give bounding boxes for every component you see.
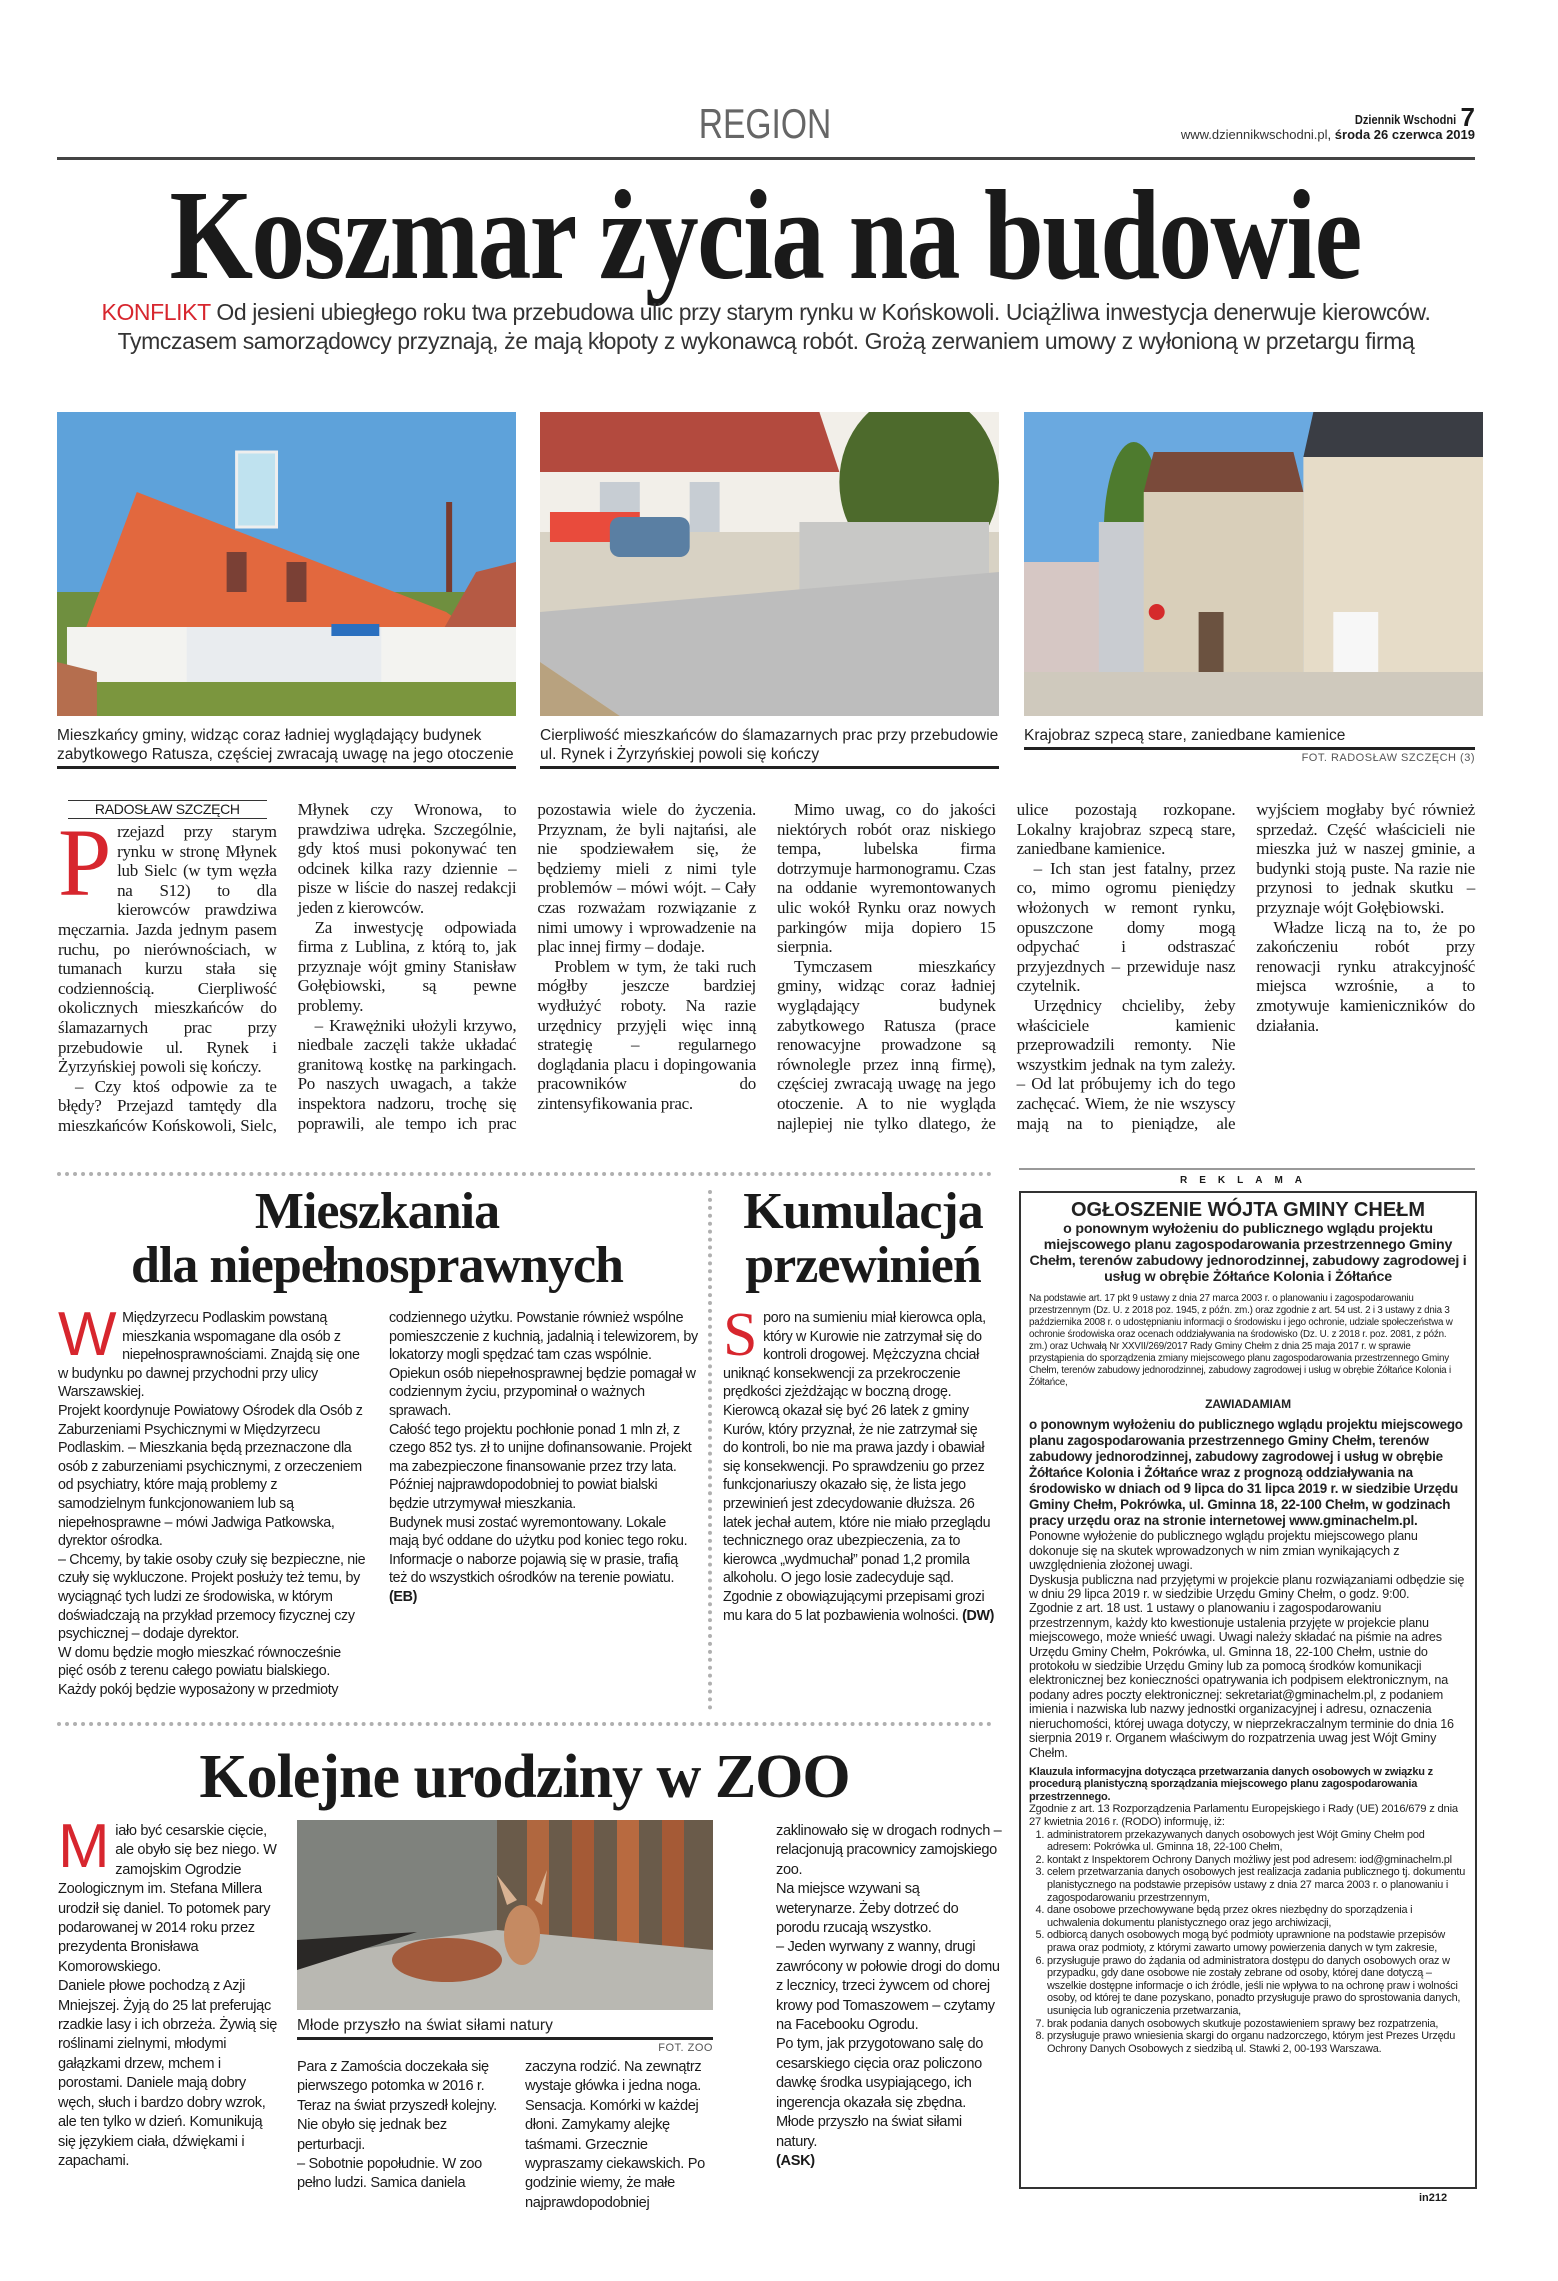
paragraph	[58, 1300, 367, 1402]
paragraph-text: Kierowcą okazał się być 26 latek z gminy Kurów, który przyznał, że nie zatrzymał się do kontroli, bo nie ma prawa jazdy i obawiał się konsekwencji. Po sprawdzeniu go przez funkcjonariuszy okazało się, że lista jego przewinień jest zdecydowanie dłuższa. 26 latek jechał autem, które nie miało przeglądu technicznego oraz ubezpieczenia, za to kierowca „wydmuchał” ponad 1,2 promila alkoholu. O jego losie zadecyduje sąd. Zgodnie z obowiązującymi przepisami grozi mu kara do 5 lat pozbawienia wolności.	[723, 1402, 991, 1624]
paragraph	[58, 1812, 280, 1977]
headline-line: przewinień	[745, 1237, 981, 1294]
section-label: REGION	[698, 100, 832, 147]
lead-text: Od jesieni ubiegłego roku twa przebudowa ulic przy starym rynku w Końskowoli. Uciążliwa inwestycja denerwuje kierowców. Tymczasem samorządowcy przyznają, że mają kłopoty z wykonawcą robót. Grożą zerwaniem umowy z wyłonioną w przetargu firmą	[117, 299, 1431, 354]
paragraph: zaczyna rodzić. Na zewnątrz wystaje główka i jedna noga. Sensacja. Komórki w każdej dłoni. Zamykamy alejkę taśmami. Grzecznie wypraszamy ciekawskich. Po godzinie wiemy, że małe najprawdopodobniej	[525, 2059, 705, 2211]
column-divider	[708, 1190, 712, 1710]
ad-clause-list	[1029, 1829, 1467, 2056]
paragraph: Projekt koordynuje Powiatowy Ośrodek dla Osób z Zaburzeniami Psychicznymi w Międzyrzecu Podlaskim. – Mieszkania będą przeznaczone dla osób z zaburzeniami psychicznymi, z orzeczeniem od psychiatry, które mają problemy z samodzielnym funkcjonowaniem lub są niepełnosprawne – mówi Jadwiga Patkowska, dyrektor ośrodka.	[58, 1402, 363, 1550]
ad-top-rule	[1019, 1168, 1475, 1170]
list-item: 1. administratorem przekazywanych danych osobowych jest Wójt Gminy Chełm pod adresem: Pokrówka ul. Gminna 18, 22-100 Chełm,	[1047, 1829, 1467, 1854]
paragraph: Problem w tym, że taki ruch mógłby jeszcze bardziej wydłużyć roboty. Na razie urzędnicy przyjęli więc inną strategię – regularnego doglądania placu i dopingowania pracowników do zintensyfikowania prac.	[537, 956, 756, 1113]
paragraph: Całość tego projektu pochłonie ponad 1 mln zł, z czego 852 tys. zł to unijne dofinansowanie. Projekt ma zabezpieczone finansowanie przez trzy lata. Później najprawdopodobniej to powiat bialski będzie utrzymywał mieszkania.	[389, 1421, 692, 1512]
list-item: 3. celem przetwarzania danych osobowych jest realizacja zadania publicznego tj. dokumentu planistycznego na podstawie przepisów ustawy z dnia 27 marca 2003 r. o planowaniu i zagospodarowaniu przestrzennym,	[1047, 1866, 1467, 1904]
ad-code: in212	[1419, 2192, 1448, 2204]
paper-name: Dziennik Wschodni	[1355, 112, 1457, 127]
byline: RADOSŁAW SZCZĘCH	[68, 800, 267, 819]
paragraph: – Jeden wyrwany z wanny, drugi zawrócony w połowie drogi do domu z lecznicy, trzeci żywcem od chorej krowy pod Tomaszowem – czytamy na Facebooku Ogrodu.	[776, 1939, 1000, 2034]
offenses-article-body	[723, 1309, 995, 1709]
signature: (ASK)	[776, 2152, 815, 2169]
paragraph: Mimo uwag, co do jakości niektórych robót oraz niskiego tempa, lubelska firma dotrzymuje harmonogramu. Czas na oddanie wyremontowanych ulic wokół Rynku oraz nowych parkingów mija dopiero 15 sierpnia.	[776, 800, 996, 957]
headline-line: dla niepełnosprawnych	[131, 1237, 623, 1294]
paragraph: Dyskusja publiczna nad przyjętymi w projekcie planu rozwiązaniami odbędzie się w dniu 29 lipca 2019 r. w siedzibie Urzędu Gminy Chełm, o godz. 9:00.	[1029, 1572, 1465, 1602]
paragraph: – Sobotnie popołudnie. W zoo pełno ludzi. Samica daniela	[297, 2156, 482, 2192]
ad-clause-title: Klauzula informacyjna dotycząca przetwarzania danych osobowych w związku z procedurą planistyczną sporządzania miejscowego planu zagospodarowania przestrzennego.	[1029, 1765, 1433, 1803]
zoo-article-col4	[776, 1822, 1002, 2171]
list-item: 6. przysługuje prawo do żądania od administratora dostępu do danych osobowych oraz w przypadku, gdy dane osobowe nie zostały zebrane od osoby, której dane dotyczą – wszelkie dostępne informacje o ich źródle, jeśli nie wpływa to na ochronę praw i wolności osoby, od której te dane pozyskano, ponadto przysługuje prawo do sprostowania danych, usunięcia lub ograniczenia przetwarzania,	[1047, 1955, 1467, 2018]
photo-caption: Mieszkańcy gminy, widząc coraz ładniej wyglądający budynek zabytkowego Ratusza, częściej zwracają uwagę na jego otoczenie	[57, 726, 516, 769]
ad-bold-notice: o ponownym wyłożeniu do publicznego wglądu projektu miejscowego planu zagospodarowania przestrzennego Gminy Chełm, terenów zabudowy jednorodzinnej, zabudowy zagrodowej i usług w obrębie Żółtańce Kolonia i Żółtańce wraz z prognozą oddziaływania na środowisko w dniach od 9 lipca do 31 lipca 2019 r. w siedzibie Urzędu Gminy Chełm, Pokrówka, ul. Gminna 18, 22-100 Chełm, w godzinach pracy urzędu oraz na stronie internetowej www.gminachelm.pl.	[1029, 1417, 1463, 1529]
ad-legal-basis: Na podstawie art. 17 pkt 9 ustawy z dnia 27 marca 2003 r. o planowaniu i zagospodarowaniu przestrzennym (Dz. U. z 2018 poz. 1945, z późn. zm.) oraz zgodnie z art. 54 ust. 2 i 3 ustawy z dnia 3 października 2008 r. o udostępnianiu informacji o środowisku i jego ochronie, udziale społeczeństwa w ochronie środowiska oraz ocenach oddziaływania na środowisko (Dz. U. z 2018 r. poz. 2081, z późn. zm.) oraz Uchwałą Nr XXVII/269/2017 Rady Gminy Chełm z dnia 25 maja 2017 r. w sprawie przystąpienia do sporządzenia zmiany miejscowego planu zagospodarowania przestrzennego Gminy Chełm, terenów zabudowy jednorodzinnej, zabudowy zagrodowej i usług w obrębie Żółtańce Kolonia i Żółtańce,	[1029, 1293, 1453, 1388]
zoo-article-col2	[297, 2058, 497, 2194]
section-divider	[57, 1172, 992, 1176]
paragraph: Daniele płowe pochodzą z Azji Mniejszej. Żyją do 25 lat preferując rzadkie lasy i ich obrzeża. Żywią się roślinami zielnymi, młodymi gałązkami drzew, mchem i porostami. Daniele mają dobry węch, słuch i bardzo dobry wzrok, ale ten tylko w dzień. Komunikują się językiem ciała, dźwiękami i zapachami.	[58, 1978, 278, 2169]
paragraph: Zgodnie z art. 18 ust. 1 ustawy o planowaniu i zagospodarowaniu przestrzennym, każdy kto kwestionuje ustalenia przyjęte w projekcie planu miejscowego, może wnieść uwagi. Uwagi należy składać na piśmie na adres Urzędu Gminy Chełm, Pokrówka, ul. Gminna 18, 22-100 Chełm, ustnie do protokołu w siedzibie Urzędu Gminy lub za pomocą środków komunikacji elektronicznej bez konieczności opatrywania ich podpisem elektronicznym, na podany adres poczty elektronicznej: sekretariat@gminachelm.pl, z podaniem imienia i nazwiska lub nazwy jednostki organizacyjnej i adresu, oznaczenia nieruchomości, której uwaga dotyczy, w nieprzekraczalnym terminie do dnia 16 sierpnia 2019 r. Organem właściwym do rozpatrzenia uwag jest Wójt Gminy Chełm.	[1029, 1601, 1454, 1760]
drop-cap: P	[58, 809, 112, 916]
headline-line: Kumulacja	[743, 1183, 983, 1240]
housing-headline	[57, 1185, 697, 1293]
paragraph: Urzędnicy chcieliby, żeby właściciele kamienic przeprowadzili remonty. Nie wszystkim jednak na tym zależy. – Od lat próbujemy ich do tego zachęcać. Wiem, że nie wszyscy mają na to pieniądze, ale wyjściem mogłaby być również sprzedaż. Część właścicieli nie mieszka już w naszej gminie, a budynki stoją puste. Na razie nie przynosi to jednak skutku – przyznaje wójt Gołębiowski.	[1016, 800, 1475, 1133]
zoo-article-col3	[525, 2058, 720, 2213]
paragraph: Za inwestycję odpowiada firma z Lublina, z którą to, jak przyznaje wójt gminy Stanisław Gołębiowski, są pewne problemy.	[297, 917, 517, 1015]
photo-paving-works	[540, 412, 999, 716]
paragraph: Para z Zamościa doczekała się pierwszego potomka w 2016 r. Teraz na świat przyszedł kolejny. Nie obyło się jednak bez perturbacji.	[297, 2059, 497, 2153]
ad-announce: ZAWIADAMIAM	[1205, 1397, 1291, 1411]
photo-caption: Młode przyszło na świat siłami natury	[297, 2016, 713, 2040]
website-link[interactable]: www.dziennikwschodni.pl	[1180, 127, 1328, 142]
paragraph: Budynek musi zostać wyremontowany. Lokale mają być oddane do użytku pod koniec tego roku. Informacje o naborze pojawią się w prasie, trafią też do wszystkich ośrodków na terenie powiatu.	[389, 1514, 688, 1587]
main-headline	[0, 164, 1530, 306]
paragraph: Ponowne wyłożenie do publicznego wglądu projektu miejscowego planu dokonuje się na skutek wprowadzonych w nim zmian wynikających z uwzględnienia złożonej uwagi.	[1029, 1529, 1418, 1573]
page-number: 7	[1460, 102, 1475, 132]
paragraph: W domu będzie mogło mieszkać równocześnie pięć osób z terenu całego powiatu bialskiego. Każdy pokój będzie wyposażony w przedmioty codziennego użytku. Powstanie również wspólne pomieszczenie z kuchnią, jadalnią i telewizorem, by lokatorzy mogli spędzać tam czas wspólnie. Opiekun osób niepełnosprawnej będzie pomagał w codziennym życiu, przypominał o ważnych sprawach.	[58, 1310, 698, 1698]
paragraph	[723, 1402, 995, 1625]
drop-cap: S	[723, 1309, 758, 1369]
list-item: 8. przysługuje prawo wniesienia skargi do organu nadzorczego, którym jest Prezes Urzędu Ochrony Danych Osobowych z siedzibą ul. Stawki 2, 00-193 Warszawa.	[1047, 2030, 1467, 2055]
list-item: 2. kontakt z Inspektorem Ochrony Danych możliwy jest pod adresem: iod@gminachelm.pl	[1047, 1854, 1467, 1867]
photo-fawn	[297, 1820, 713, 2010]
offenses-headline	[728, 1185, 998, 1293]
lead-paragraph	[57, 298, 1475, 356]
paragraph: Po tym, jak przygotowano salę do cesarskiego cięcia oraz policzono dawkę środka usypiającego, ich ingerencja okazała się zbędna. Młode przyszło na świat siłami natury.	[776, 2036, 984, 2150]
paragraph: – Ich stan jest fatalny, przez co, mimo ogromu pieniędzy włożonych w remont rynku, opuszczone domy mogą odpychać i odstraszać przyjezdnych – przewiduje nasz czytelnik.	[1016, 858, 1236, 996]
ad-title: OGŁOSZENIE WÓJTA GMINY CHEŁM	[1070, 1199, 1426, 1221]
paragraph: zaklinowało się w drogach rodnych – relacjonują pracownicy zamojskiego zoo.	[776, 1823, 1002, 1878]
drop-cap: W	[58, 1300, 117, 1369]
photo-town-hall	[57, 412, 516, 716]
list-item: 4. dane osobowe przechowywane będą przez okres niezbędny do sporządzenia i uchwalenia dokumentu planistycznego oraz jego archiwizacji,	[1047, 1904, 1467, 1929]
advertisement	[1019, 1191, 1477, 2189]
header-rule	[57, 157, 1475, 160]
photo-credit: FOT. RADOSŁAW SZCZĘCH (3)	[1301, 752, 1475, 764]
kicker: KONFLIKT	[101, 299, 211, 325]
main-article-body	[58, 800, 1475, 1142]
main-headline-text: Koszmar życia na budowie	[169, 164, 1361, 306]
masthead: Dziennik Wschodni 7 www.dziennikwschodni.pl, środa 26 czerwca 2019	[1180, 102, 1475, 142]
paragraph	[723, 1309, 995, 1402]
paragraph-text: poro na sumieniu miał kierowca opla, który w Kurowie nie zatrzymał się do kontroli drogowej. Mężczyzna chciał uniknąć konsekwencji za przekroczenie prędkości zjeżdżając w boczną drogę.	[723, 1310, 986, 1401]
paragraph-text: iało być cesarskie cięcie, ale obyło się bez niego. W zamojskim Ogrodzie Zoologicznym im. Stefana Millera urodził się daniel. To potomek pary podarowanej w 2014 roku przez prezydenta Bronisława Komorowskiego.	[58, 1823, 277, 1975]
paragraph: Władze liczą na to, że po zakończeniu robót przy renowacji rynku atrakcyjność miejsca wzrośnie, a to zmotywuje kamieniczników do działania.	[1256, 917, 1475, 1035]
photo-old-tenements	[1024, 412, 1483, 716]
ad-label: REKLAMA	[1180, 1175, 1314, 1186]
drop-cap: M	[58, 1812, 110, 1881]
paragraph: – Krawężniki ułożyli krzywo, niedbale zaczęli także układać granitową kostkę na parkingach. Po naszych uwagach, a także inspektora nadzoru, trochę się poprawili, ale tempo ich prac pozostawia wiele do życzenia. Przyznam, że byli najtańsi, ale nie spodziewałem się, że będziemy mieli z nimi tyle problemów – mówi wójt. – Cały czas rozważam rozwiązanie z nimi umowy i wprowadzenie na plac innej firmy – dodaje.	[297, 800, 756, 1133]
photo-caption: Cierpliwość mieszkańców do ślamazarnych prac przy przebudowie ul. Rynek i Żyrzyńskiej powoli się kończy	[540, 726, 999, 769]
paragraph: Na miejsce wzywani są weterynarze. Żeby dotrzeć do porodu rzucają wszystko.	[776, 1881, 959, 1937]
paragraph-text: rzejazd przy starym rynku w stronę Młynek lub Sielc (w tym węzła na S12) to dla kierowców prawdziwa męczarnia. Jazda jednym pasem ruchu, po nierównościach, w tumanach kurzu stała się codziennością. Cierpliwość okolicznych mieszkańców do ślamazarnych prac przy przebudowie ul. Rynek i Żyrzyńskiej powoli się kończy.	[58, 822, 277, 1077]
photo-caption: Krajobraz szpecą stare, zaniedbane kamienice	[1024, 726, 1475, 750]
paragraph: Tymczasem mieszkańcy gminy, widząc coraz ładniej wyglądający budynek zabytkowego Ratusza (prace renowacyjne prowadzone są równolegle przez inną firmę), częściej zwracają uwagę na jego otoczenie. A to nie wygląda najlepiej nie tylko dlatego, że ulice pozostają rozkopane. Lokalny krajobraz szpecą stare, zaniedbane kamienice.	[776, 800, 1236, 1133]
ad-clause-intro: Zgodnie z art. 13 Rozporządzenia Parlamentu Europejskiego i Rady (UE) 2016/679 z dnia 27 kwietnia 2016 r. (RODO) informuję, iż:	[1029, 1803, 1458, 1828]
photo-credit: FOT. ZOO	[658, 2042, 713, 2054]
paragraph: – Chcemy, by takie osoby czuły się bezpieczne, nie czuły się wykluczone. Projekt posłuży też temu, by wyciągnąć tych ludzi ze środowiska, w którym doświadczają na przykład przemocy fizycznej czy psychicznej – dodaje dyrektor.	[58, 1551, 366, 1643]
housing-article-body	[58, 1300, 698, 1709]
signature: (DW)	[962, 1607, 995, 1624]
section-divider	[57, 1722, 992, 1726]
issue-date: środa 26 czerwca 2019	[1334, 127, 1475, 142]
list-item: 7. brak podania danych osobowych skutkuje pozostawieniem sprawy bez rozpatrzenia,	[1047, 2018, 1467, 2031]
ad-subtitle: o ponownym wyłożeniu do publicznego wglądu projektu miejscowego planu zagospodarowania przestrzennego Gminy Chełm, terenów zabudowy jednorodzinnej, zabudowy zagrodowej i usług w obrębie Żółtańce Kolonia i Żółtańce	[1029, 1221, 1467, 1285]
list-item: 5. odbiorcą danych osobowych mogą być podmioty uprawnione na podstawie przepisów prawa oraz podmioty, z którymi zawarto umowy powierzenia danych w tym zakresie,	[1047, 1929, 1467, 1954]
headline-line: Mieszkania	[254, 1183, 500, 1240]
signature: (EB)	[389, 1588, 417, 1605]
zoo-headline: Kolejne urodziny w ZOO	[199, 1743, 850, 1811]
zoo-article-col1	[58, 1812, 280, 2171]
paragraph-text: Międzyrzecu Podlaskim powstaną mieszkania wspomagane dla osób z niepełnosprawnościami. Znajdą się one w budynku po dawnej przychodni przy ulicy Warszawskiej.	[58, 1310, 360, 1401]
paragraph: – Czy ktoś odpowie za te błędy? Przejazd tamtędy dla mieszkańców Końskowoli, Sielc, Młynek czy Wronowa, to prawdziwa udręka. Szczególnie, gdy ktoś musi pokonywać ten odcinek kilka razy dziennie – pisze w liście do naszej redakcji jeden z kierowców.	[58, 800, 517, 1135]
